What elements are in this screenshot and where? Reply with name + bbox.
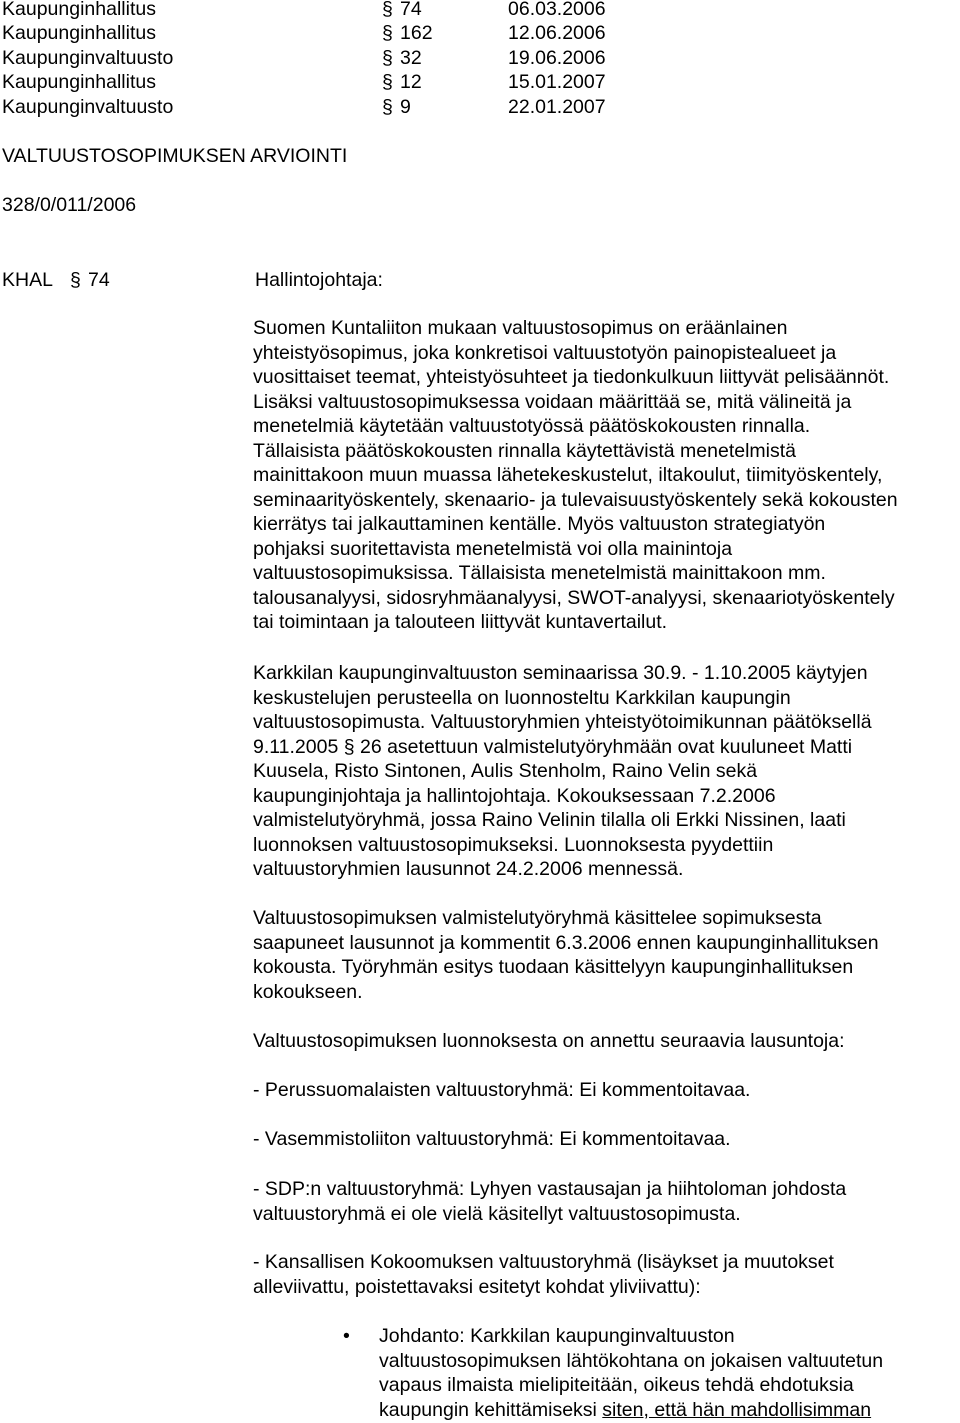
text-line: mainittakoon muun muassa lähetekeskustelut, iltakoulut, tiimityöskentely, (253, 464, 883, 486)
text-line: - Vasemmistoliiton valtuustoryhmä: Ei kommentoitavaa. (253, 1128, 731, 1150)
body-name: Kaupunginhallitus (2, 22, 156, 44)
text-line: vuosittaiset teemat, yhteistyösuhteet ja tiedonkulkuun liittyvät pelisäännöt. (253, 366, 890, 388)
text-line: valmistelutyöryhmä, jossa Raino Velinin tilalla oli Erkki Nissinen, laati (253, 809, 846, 831)
text-line: valtuustosopimuksissa. Tällaisista menetelmistä mainittakoon mm. (253, 562, 826, 584)
text-line: 9.11.2005 § 26 asetettuun valmistelutyöryhmään ovat kuuluneet Matti (253, 735, 853, 758)
paragraph-seminar (253, 661, 872, 882)
statement-sdp (253, 1177, 846, 1226)
meeting-date: 12.06.2006 (508, 22, 606, 44)
statement-vasemmistoliitto (253, 1127, 731, 1152)
text-line: talousanalyysi, sidosryhmäanalyysi, SWOT-analyysi, skenaariotyöskentely (253, 586, 895, 609)
text-line: saapuneet lausunnot ja kommentit 6.3.2006 ennen kaupunginhallituksen (253, 931, 879, 954)
text-line: - SDP:n valtuustoryhmä: Lyhyen vastausajan ja hiihtoloman johdosta (253, 1178, 847, 1200)
document-title: VALTUUSTOSOPIMUKSEN ARVIOINTI (2, 145, 348, 167)
text-line: seminaarityöskentely, skenaario- ja tulevaisuustyöskentely sekä kokousten (253, 488, 898, 511)
text-line: vapaus ilmaista mielipiteitään, oikeus tehdä ehdotuksia (379, 1374, 854, 1396)
section-sign: § (382, 96, 393, 118)
text-line: Johdanto: Karkkilan kaupunginvaltuuston (379, 1325, 735, 1347)
statement-kokoomus (253, 1250, 834, 1299)
text-line: Valtuustosopimuksen valmistelutyöryhmä käsittelee sopimuksesta (253, 907, 822, 929)
text-line: Tällaisista päätöskokousten rinnalla käytettävistä menetelmistä (253, 439, 797, 462)
text-line: valtuustosopimusta. Valtuustoryhmien yhteistyötoimikunnan päätöksellä (253, 711, 872, 733)
meeting-date: 22.01.2007 (508, 96, 606, 118)
section-number: 74 (400, 0, 422, 20)
section-sign: § (382, 47, 393, 69)
bullet-marker: • (343, 1325, 350, 1347)
section-sign: § (382, 22, 393, 44)
text-line: Suomen Kuntaliiton mukaan valtuustosopimus on eräänlainen (253, 317, 788, 339)
text-line: keskustelujen perusteella on luonnosteltu Karkkilan kaupungin (253, 686, 791, 709)
text-line: kaupunginjohtaja ja hallintojohtaja. Kokouksessaan 7.2.2006 (253, 784, 776, 807)
meeting-date: 06.03.2006 (508, 0, 606, 20)
meeting-date: 19.06.2006 (508, 47, 606, 69)
underlined-addition: siten, että hän mahdollisimman (602, 1398, 872, 1421)
body-name: Kaupunginvaltuusto (2, 47, 174, 69)
text-line: menetelmiä käytetään valtuustotyössä päätöskokousten rinnalla. (253, 415, 811, 437)
body-name: Kaupunginvaltuusto (2, 96, 174, 118)
text-line: tai toimintaan ja talouteen liittyvät kuntavertailut. (253, 611, 668, 633)
reference-number: 328/0/011/2006 (2, 194, 137, 216)
text-line: - Kansallisen Kokoomuksen valtuustoryhmä (lisäykset ja muutokset (253, 1251, 834, 1273)
section-number: 162 (400, 22, 433, 44)
section-sign: § (382, 71, 393, 93)
text-segment: kaupungin kehittämiseksi (379, 1398, 597, 1421)
paragraph-statements-intro (253, 1029, 845, 1054)
text-line: kokousta. Työryhmän esitys tuodaan käsittelyyn kaupunginhallituksen (253, 956, 854, 978)
text-line: yhteistyösopimus, joka konkretisoi valtuustotyön painopistealueet ja (253, 341, 837, 364)
text-line: pohjaksi suoritettavista menetelmistä voi olla mainintoja (253, 537, 733, 560)
text-line: luonnoksen valtuustosopimukseksi. Luonnoksesta pyydettiin (253, 833, 774, 856)
text-line: valtuustoryhmä ei ole vielä käsitellyt valtuustosopimusta. (253, 1202, 741, 1225)
body-name: Kaupunginhallitus (2, 0, 156, 20)
bullet-text (379, 1324, 883, 1422)
text-line: Kuusela, Risto Sintonen, Aulis Stenholm, Raino Velin sekä (253, 760, 758, 782)
item-number: 74 (88, 269, 110, 291)
paragraph-processing (253, 906, 879, 1004)
text-line: Lisäksi valtuustosopimuksessa voidaan määrittää se, mitä välineitä ja (253, 390, 852, 413)
text-line: valtuustosopimuksen lähtökohtana on jokaisen valtuutetun (379, 1349, 884, 1372)
text-line: - Perussuomalaisten valtuustoryhmä: Ei kommentoitavaa. (253, 1079, 751, 1101)
text-line: Karkkilan kaupunginvaltuuston seminaarissa 30.9. - 1.10.2005 käytyjen (253, 662, 868, 684)
section-sign: § (70, 269, 81, 291)
section-number: 32 (400, 47, 422, 69)
presenter: Hallintojohtaja: (255, 269, 383, 291)
text-line: alleviivattu, poistettavaksi esitetyt kohdat yliviivattu): (253, 1275, 701, 1298)
section-number: 9 (400, 96, 411, 118)
text-line (379, 1398, 883, 1423)
text-line: kokoukseen. (253, 980, 363, 1003)
meeting-date: 15.01.2007 (508, 71, 606, 93)
text-line: valtuustoryhmien lausunnot 24.2.2006 mennessä. (253, 858, 684, 880)
text-line: kierrätys tai jalkauttaminen kentälle. Myös valtuuston strategiatyön (253, 513, 826, 535)
paragraph-intro (253, 316, 898, 635)
body-name: Kaupunginhallitus (2, 71, 156, 93)
text-line: Valtuustosopimuksen luonnoksesta on annettu seuraavia lausuntoja: (253, 1030, 845, 1052)
section-sign: § (382, 0, 393, 20)
statement-perussuomalaiset (253, 1078, 750, 1103)
item-code: KHAL (2, 269, 53, 291)
section-number: 12 (400, 71, 422, 93)
